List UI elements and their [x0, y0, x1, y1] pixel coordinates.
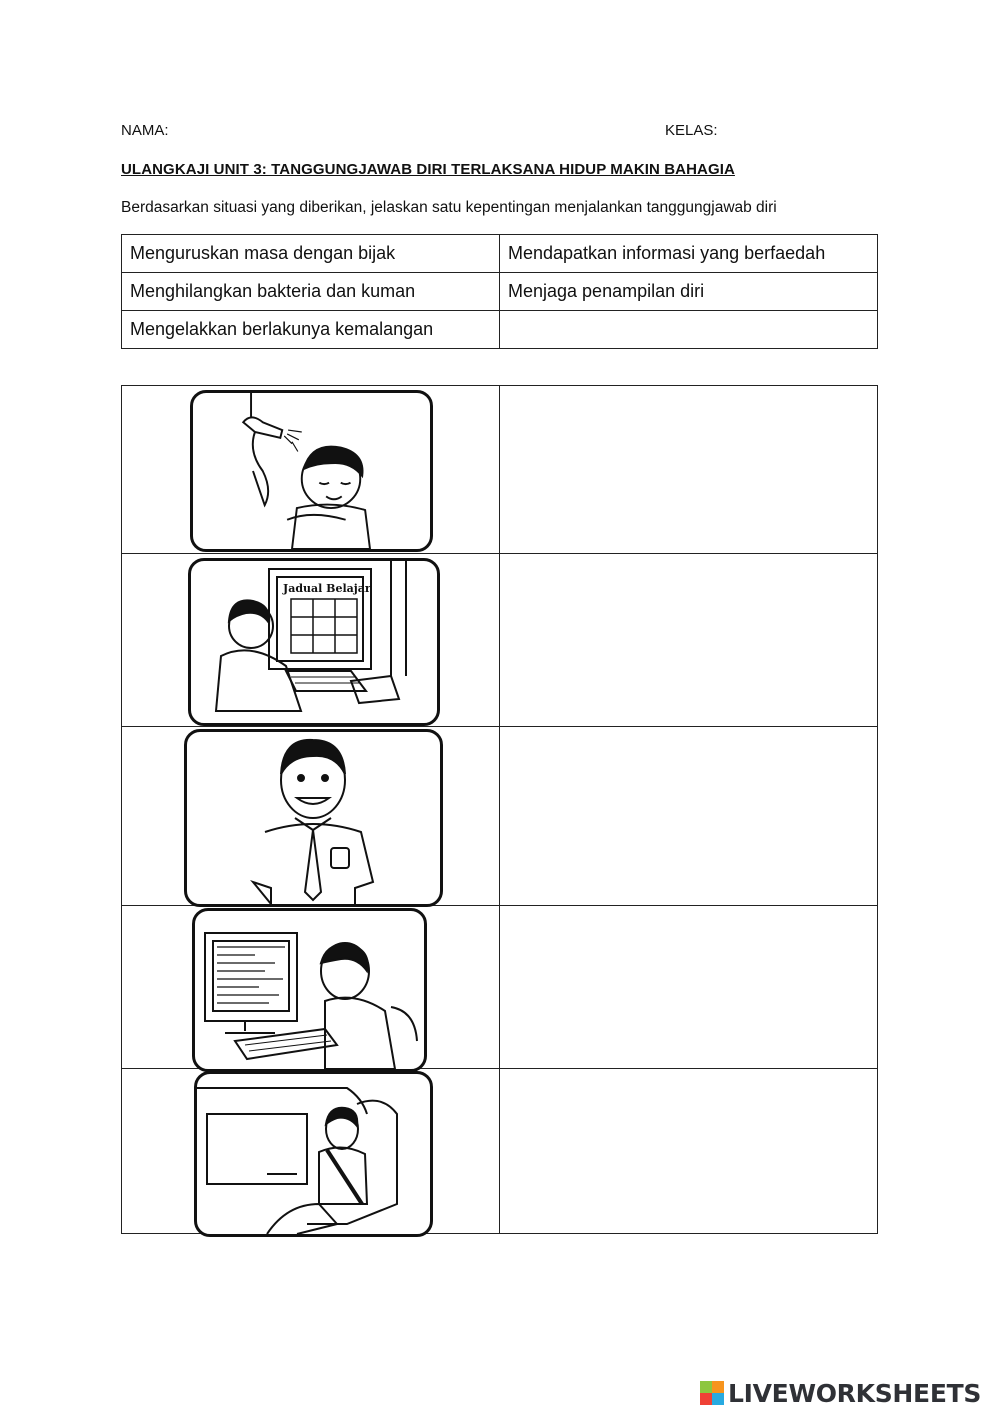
instruction-text: Berdasarkan situasi yang diberikan, jelaskan satu kepentingan menjalankan tanggungjawab diri: [121, 199, 777, 216]
situation-row: [122, 386, 878, 554]
situation-row: [122, 1069, 878, 1234]
options-row: [122, 235, 878, 273]
answer-cell[interactable]: [500, 1069, 878, 1234]
page-title: ULANGKAJI UNIT 3: TANGGUNGJAWAB DIRI TERLAKSANA HIDUP MAKIN BAHAGIA: [121, 161, 735, 178]
situation-row: [122, 554, 878, 727]
neat-student-uniform-icon: [184, 729, 443, 907]
option-cell: Menghilangkan bakteria dan kuman: [122, 273, 500, 311]
schedule-label: Jadual Belajar: [283, 582, 371, 595]
option-cell: Mendapatkan informasi yang berfaedah: [500, 235, 878, 273]
option-cell: Menjaga penampilan diri: [500, 273, 878, 311]
option-cell: [500, 311, 878, 349]
situation-row: [122, 906, 878, 1069]
liveworksheets-mark-icon: [700, 1381, 724, 1405]
brand-text: LIVEWORKSHEETS: [728, 1378, 982, 1408]
boy-using-computer-icon: [192, 908, 427, 1072]
answer-cell[interactable]: [500, 906, 878, 1069]
shower-boy-icon: [190, 390, 433, 552]
situation-picture-cell: [122, 554, 500, 727]
study-schedule-computer-icon: [188, 558, 440, 726]
options-row: [122, 273, 878, 311]
situation-picture-cell: [122, 1069, 500, 1234]
options-row: [122, 311, 878, 349]
situation-row: [122, 727, 878, 906]
option-cell: Menguruskan masa dengan bijak: [122, 235, 500, 273]
options-table: [121, 234, 878, 349]
boy-seatbelt-car-icon: [194, 1071, 433, 1237]
situations-table: [121, 385, 878, 1234]
class-label: KELAS:: [665, 122, 718, 139]
answer-cell[interactable]: [500, 554, 878, 727]
situation-picture-cell: [122, 386, 500, 554]
name-label: NAMA:: [121, 122, 169, 139]
situation-picture-cell: [122, 906, 500, 1069]
answer-cell[interactable]: [500, 727, 878, 906]
option-cell: Mengelakkan berlakunya kemalangan: [122, 311, 500, 349]
liveworksheets-logo: [700, 1376, 981, 1410]
situation-picture-cell: [122, 727, 500, 906]
answer-cell[interactable]: [500, 386, 878, 554]
